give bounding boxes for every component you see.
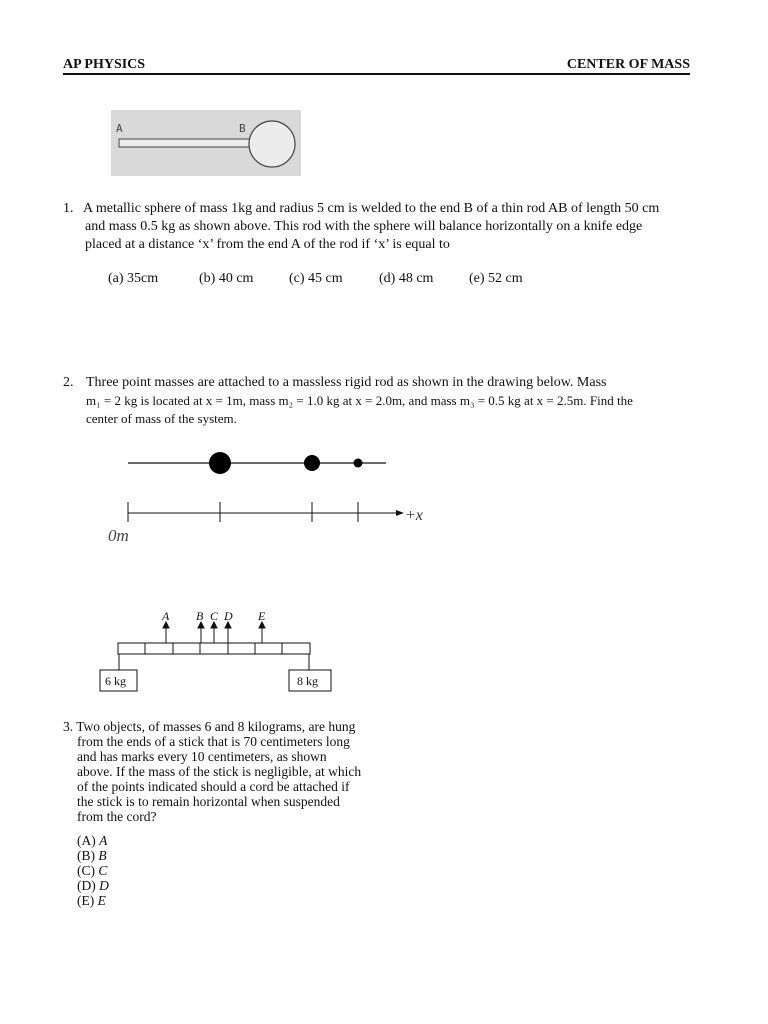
mass-m1	[209, 452, 231, 474]
point-label-a: A	[162, 609, 170, 623]
question-line: Three point masses are attached to a massless rigid rod as shown in the drawing below. Mass	[86, 375, 607, 390]
topic-title: CENTER OF MASS	[566, 57, 690, 72]
option-value: E	[97, 893, 106, 908]
point-label-e: E	[258, 609, 266, 623]
option-value: A	[99, 833, 108, 848]
option-c[interactable]	[77, 863, 107, 878]
question-line: center of mass of the system.	[86, 411, 237, 426]
option-key: (E)	[77, 893, 95, 908]
option-e[interactable]	[77, 893, 106, 908]
point-label-b: B	[196, 609, 204, 623]
left-mass-label: 6 kg	[105, 674, 126, 688]
choice-c[interactable]: (c) 45 cm	[289, 271, 343, 286]
label-a: A	[116, 122, 123, 135]
option-d[interactable]	[77, 878, 109, 893]
point-masses-figure	[100, 440, 440, 550]
question-line: above. If the mass of the stick is negligible, at which	[77, 764, 362, 779]
mass-m3	[354, 459, 363, 468]
choice-a[interactable]: (a) 35cm	[108, 271, 159, 286]
stick-masses-figure	[90, 603, 350, 703]
option-b[interactable]	[77, 848, 107, 863]
option-key: (C)	[77, 863, 95, 878]
axis-label: +x	[405, 507, 423, 524]
question-number: 1.	[63, 201, 74, 216]
question-line: from the cord?	[77, 809, 157, 824]
point-label-d: D	[224, 609, 233, 623]
choice-b[interactable]: (b) 40 cm	[199, 271, 254, 286]
choice-e[interactable]: (e) 52 cm	[469, 271, 523, 286]
option-value: B	[98, 848, 107, 863]
option-key: (B)	[77, 848, 95, 863]
mass-m2	[304, 455, 320, 471]
question-line: and mass 0.5 kg as shown above. This rod with the sphere will balance horizontally on a knife edge	[85, 219, 643, 234]
stick	[118, 643, 310, 654]
x-axis-arrow	[396, 510, 404, 516]
origin-label: 0m	[108, 526, 129, 545]
choice-d[interactable]: (d) 48 cm	[379, 271, 434, 286]
rod	[119, 139, 259, 147]
question-line: A metallic sphere of mass 1kg and radius 5 cm is welded to the end B of a thin rod AB of length 50 cm	[83, 201, 660, 216]
subject-title: AP PHYSICS	[63, 57, 146, 72]
question-line: the stick is to remain horizontal when suspended	[77, 794, 340, 809]
point-label-c: C	[210, 609, 219, 623]
option-value: D	[99, 878, 109, 893]
question-line: from the ends of a stick that is 70 centimeters long	[77, 734, 350, 749]
option-value: C	[98, 863, 108, 878]
question-line: and has marks every 10 centimeters, as shown	[77, 749, 327, 764]
question-line: 3. Two objects, of masses 6 and 8 kilograms, are hung	[63, 719, 356, 734]
option-a[interactable]	[77, 833, 107, 848]
question-line: m₁ = 2 kg is located at x = 1m, mass m₂ = 1.0 kg at x = 2.0m, and mass m₃ = 0.5 kg at x = 2.5m. Find the	[86, 393, 633, 408]
question-line: of the points indicated should a cord be attached if	[77, 779, 350, 794]
option-key: (A)	[77, 833, 96, 848]
question-line: placed at a distance ‘x’ from the end A of the rod if ‘x’ is equal to	[85, 237, 450, 252]
page-header	[63, 57, 690, 75]
sphere	[249, 121, 295, 167]
question-number: 2.	[63, 375, 74, 390]
option-key: (D)	[77, 878, 96, 893]
label-b: B	[239, 122, 246, 135]
rod-sphere-figure	[111, 110, 301, 176]
right-mass-label: 8 kg	[297, 674, 318, 688]
